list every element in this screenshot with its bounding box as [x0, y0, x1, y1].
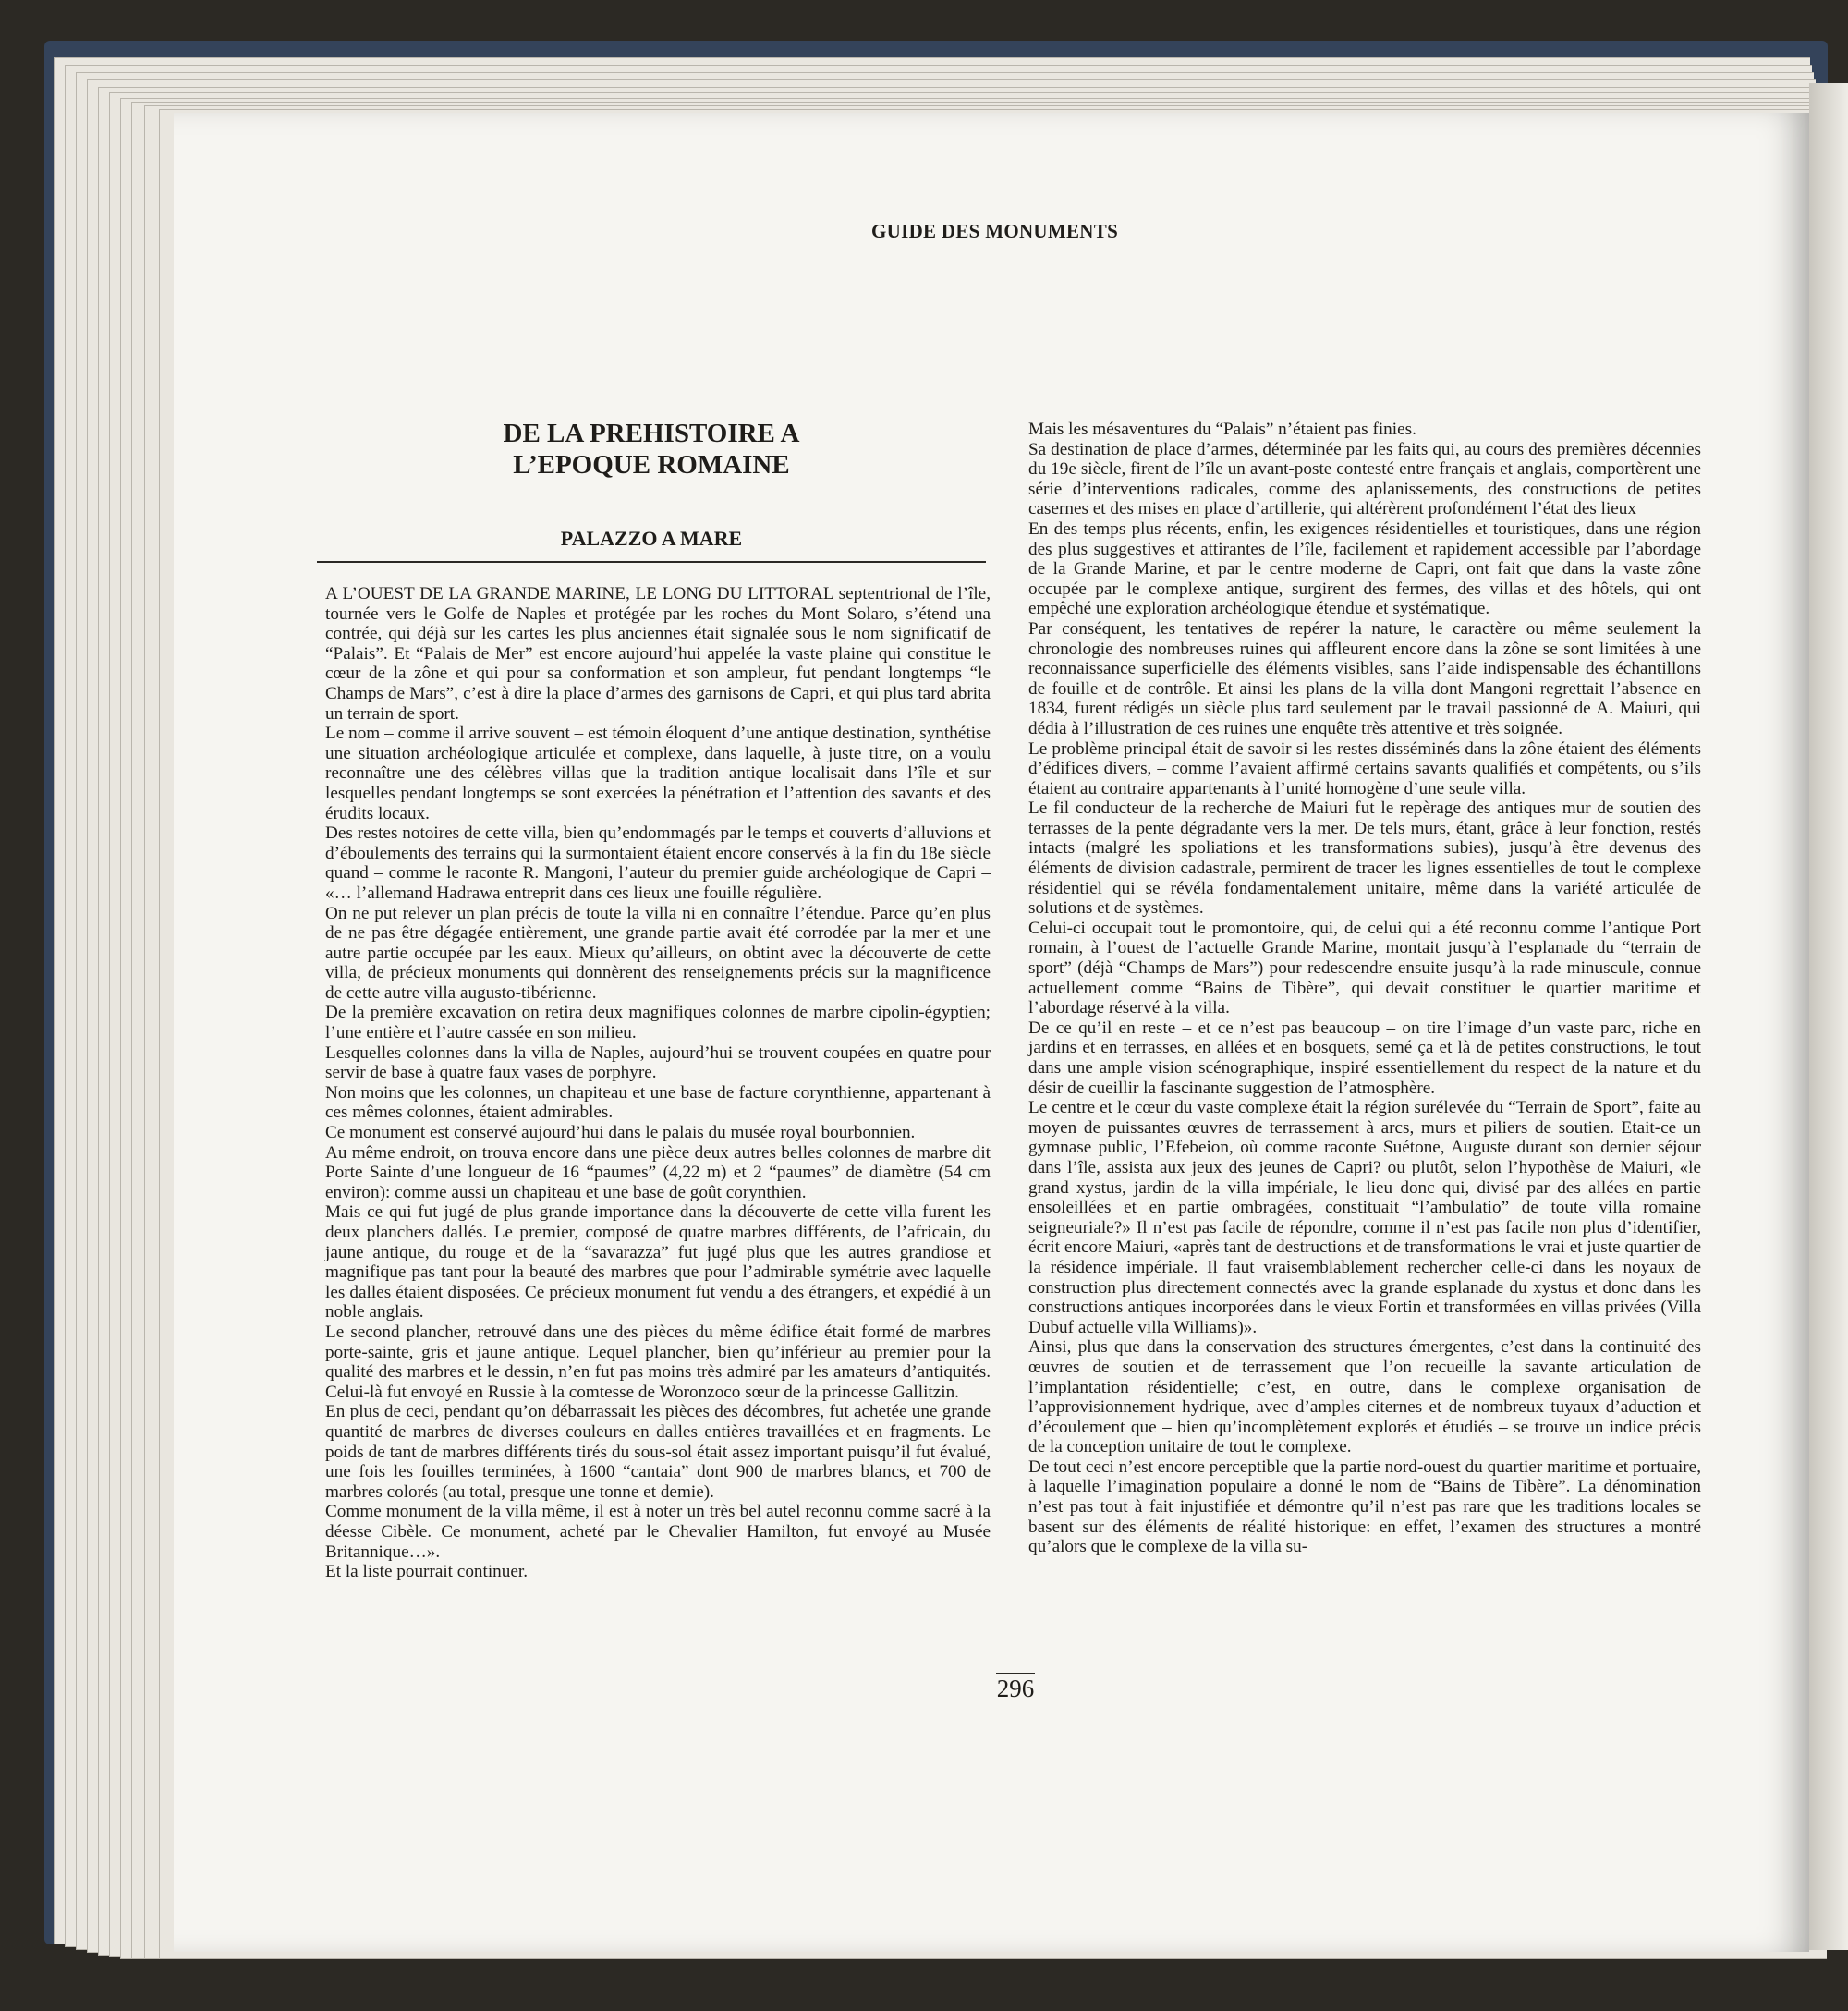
paragraph: Mais les mésaventures du “Palais” n’étaient pas finies. [1028, 420, 1416, 439]
paragraph: Et la liste pourrait continuer. [325, 1562, 528, 1582]
paragraph: Le centre et le cœur du vaste complexe était la région surélevée du “Terrain de Sport”, faite au moyen de puissantes œuvres de terrassement à arcs, murs et piliers de soutien. Etait-ce un gymnase public, l’Efebeion, où comme raconte Suétone, Auguste durant son dernier séjour dans l’île, assista aux jeux des jeunes de Capri? ou plutôt, selon l’hypothèse de Maiuri, «le grand xystus, jardin de la villa impériale, le lieu donc qui, divisé par des allées en partie ensoleillées et en partie ombragées, constituait “l’ambulatio” de toute villa romaine seigneuriale?» Il n’est pas facile de répondre, comme il n’est pas facile non plus d’identifier, écrit encore Maiuri, «après tant de destructions et de transformations le vrai et juste quartier de la résidence impériale. Il faut vraisemblablement rechercher celle-ci dans les noyaux de construction plus directement connectés avec la grande esplanade du xystus et donc dans les constructions antiques incorporées dans le vieux Fortin et transformées en villas privées (Villa Dubuf actuelle villa Williams)». [1028, 1098, 1701, 1337]
paragraph: Mais ce qui fut jugé de plus grande importance dans la découverte de cette villa furent les deux planchers dallés. Le premier, composé de quatre marbres différents, de l’africain, du jaune antique, du rouge et de la “savarazza” fut jugé plus que les autres grandiose et magnifique pas tant pour la beauté des marbres que pour l’admirable symétrie avec laquelle les dalles étaient disposées. Ce précieux monument fut vendu a des étrangers, et expédié à un noble anglais. [325, 1202, 991, 1322]
paragraph: Comme monument de la villa même, il est à noter un très bel autel reconnu comme sacré à la déesse Cibèle. Ce monument, acheté par le Chevalier Hamilton, fut envoyé au Musée Britannique…». [325, 1502, 991, 1562]
section-title: PALAZZO A MARE [560, 527, 743, 550]
paragraph: Des restes notoires de cette villa, bien qu’endommagés par le temps et couverts d’alluvions et d’éboulements des terrains qui la surmontaient étaient encore conservés à la fin du 18e siècle quand – comme le raconte R. Mangoni, l’auteur du premier guide archéologique de Capri – «… l’allemand Hadrawa entreprit dans ces lieux une fouille régulière. [325, 823, 991, 903]
chapter-title-line: L’EPOQUE ROMAINE [513, 450, 790, 480]
paragraph: Le fil conducteur de la recherche de Maiuri fut le repèrage des antiques mur de soutien des terrasses de la pente dégradante vers la mer. De tels murs, étant, grâce à leur fonction, restés intacts (malgré les spoliations et les transformations subies), jusqu’à être devenus des éléments de division cadastrale, permirent de tracer les lignes essentielles de tout le complexe résidentiel qui se révéla fondamentalement unitaire, même dans la variété articulée de solutions et de systèmes. [1028, 798, 1701, 919]
running-header: GUIDE DES MONUMENTS [871, 220, 1119, 242]
paragraph: De tout ceci n’est encore perceptible que la partie nord-ouest du quartier maritime et portuaire, à laquelle l’imagination populaire a donné le nom de “Bains de Tibère”. La dénomination n’est pas tout à fait injustifiée et démontre qu’il n’est pas rare que les traditions locales se basent sur des éléments de réalité historique: en effet, l’examen des structures a montré qu’alors que le complexe de la villa su- [1028, 1456, 1701, 1557]
left-column [325, 584, 991, 1582]
paragraph: Par conséquent, les tentatives de repérer la nature, le caractère ou même seulement la chronologie des nombreuses ruines qui affleurent encore dans la zône se sont limitées à une reconnaissance superficielle des éléments visibles, sans l’aide indispensable des échantillons de fouille et de contrôle. Et ainsi les plans de la villa dont Mangoni regrettait l’absence en 1834, furent rédigés un siècle plus tard seulement par le travail passionné de A. Maiuri, qui dédia à l’illustration de ces ruines une enquête très attentive et très soignée. [1028, 618, 1701, 738]
paragraph: Non moins que les colonnes, un chapiteau et une base de facture corynthienne, appartenant à ces mêmes colonnes, étaient admirables. [325, 1082, 991, 1123]
paragraph: Celui-ci occupait tout le promontoire, qui, de celui qui a été reconnu comme l’antique Port romain, à l’ouest de l’actuelle Grande Marine, montait jusqu’à l’esplanade du “terrain de sport” (déjà “Champs de Mars”) pour redescendre ensuite jusqu’à la rade minuscule, connue actuellement comme “Bains de Tibère”, qui devait constituer le quartier maritime et l’abordage réservé à la villa. [1028, 918, 1701, 1018]
paragraph: Lesquelles colonnes dans la villa de Naples, aujourd’hui se trouvent coupées en quatre pour servir de base à quatre faux vases de porphyre. [325, 1042, 991, 1083]
paragraph: En des temps plus récents, enfin, les exigences résidentielles et touristiques, dans une région des plus suggestives et attirantes de l’île, facilement et rapidement accessible par l’abordage de la Grande Marine, et par le centre moderne de Capri, ont fait que dans la vaste zône occupée par le complexe antique, surgirent des fermes, des villas et des hôtels, qui ont empêché une exploration archéologique étendue et systématique. [1028, 518, 1701, 619]
chapter-title-line: DE LA PREHISTOIRE A [503, 419, 800, 448]
facing-page-edge [1809, 83, 1848, 1950]
paragraph: Ce monument est conservé aujourd’hui dans le palais du musée royal bourbonnien. [325, 1123, 916, 1143]
paragraph: De la première excavation on retira deux magnifiques colonnes de marbre cipolin-égyptien; l’une entière et l’autre cassée en son milieu. [325, 1003, 991, 1043]
paragraph: Au même endroit, on trouva encore dans une pièce deux autres belles colonnes de marbre dit Porte Sainte d’une longueur de 16 “paumes” (4,22 m) et 2 “paumes” de diamètre (54 cm environ): comme aussi un chapiteau et une base de goût corynthien. [325, 1142, 991, 1202]
paragraph: Sa destination de place d’armes, déterminée par les faits qui, au cours des premières décennies du 19e siècle, firent de l’île un avant-poste contesté entre français et anglais, comportèrent une série d’interventions radicales, comme des aplanissements, des constructions de petites casernes et des mises en place d’artillerie, qui altérèrent profondément l’état des lieux [1028, 439, 1701, 519]
paragraph: Le nom – comme il arrive souvent – est témoin éloquent d’une antique destination, synthétise une situation archéologique articulée et complexe, dans laquelle, à juste titre, on a voulu reconnaître une des célèbres villas que la tradition antique localisait dans l’île et sur lesquelles pendant longtemps se sont exercées la pénétration et l’attention des savants et des érudits locaux. [325, 724, 991, 823]
paragraph: On ne put relever un plan précis de toute la villa ni en connaître l’étendue. Parce qu’en plus de ne pas être dégagée entièrement, une grande partie avait été corrodée par la mer et une autre partie occupée par les eaux. Mieux qu’ailleurs, on obtint avec la découverte de cette villa, de précieux monuments qui donnèrent des renseignements précis sur la magnificence de cette autre villa augusto-tibérienne. [325, 903, 991, 1003]
right-column [1028, 420, 1701, 1557]
chapter-title [319, 418, 984, 481]
section-rule [317, 561, 986, 563]
paragraph: A L’OUEST DE LA GRANDE MARINE, LE LONG DU LITTORAL septentrional de l’île, tournée vers le Golfe de Naples et protégée par les roches du Mont Solaro, s’étend una contrée, qui déjà sur les cartes les plus anciennes était signalée sous le nom significatif de “Palais”. Et “Palais de Mer” est encore aujourd’hui appelée la vaste plaine qui constitue le cœur de la zône et qui pour sa conformation et son ampleur, fut pendant longtemps “le Champs de Mars”, c’est à dire la place d’armes des garnisons de Capri, et qui plus tard abrita un terrain de sport. [325, 584, 991, 724]
paragraph: Ainsi, plus que dans la conservation des structures émergentes, c’est dans la continuité des œuvres de soutien et de terrassement que l’on recueille la savante articulation de l’implantation résidentielle; c’est, en outre, dans le complexe organisation de l’approvisionnement hydrique, avec d’amples citernes et de nombreux tuyaux d’aduction et d’écoulement que – bien qu’incomplètement explorés et étudiés – se trouve un indice précis de la conception unitaire de tout le complexe. [1028, 1337, 1701, 1457]
paragraph: En plus de ceci, pendant qu’on débarrassait les pièces des décombres, fut achetée une grande quantité de marbres de diverses couleurs en dalles entières travaillées et en fragments. Le poids de tant de marbres différents tirés du sous-sol était assez important puisqu’il fut évalué, une fois les fouilles terminées, à 1600 “cantaia” dont 900 de marbres blancs, et 700 de marbres colorés (au total, presque une tonne et demie). [325, 1402, 991, 1502]
paragraph: Le second plancher, retrouvé dans une des pièces du même édifice était formé de marbres porte-sainte, gris et jaune antique. Lequel plancher, bien qu’inférieur au premier pour la qualité des marbres et le dessin, n’en fut pas moins très admiré par les amateurs d’antiquités. Celui-là fut envoyé en Russie à la comtesse de Woronzoco sœur de la princesse Gallitzin. [325, 1322, 991, 1402]
paragraph: De ce qu’il en reste – et ce n’est pas beaucoup – on tire l’image d’un vaste parc, riche en jardins et en terrasses, en allées et en bosquets, semé ça et là de petites constructions, le tout dans une ample vision scénographique, inspiré essentiellement du respect de la nature et du désir de cueillir la fascinante suggestion de l’atmosphère. [1028, 1018, 1701, 1098]
page-number: 296 [996, 1675, 1035, 1702]
paragraph: Le problème principal était de savoir si les restes disséminés dans la zône étaient des éléments d’édifices divers, – comme l’avaient affirmé certains savants qualifiés et compétents, ou s’ils étaient au contraire appartenants à l’unité homogène d’une seule villa. [1028, 738, 1701, 798]
